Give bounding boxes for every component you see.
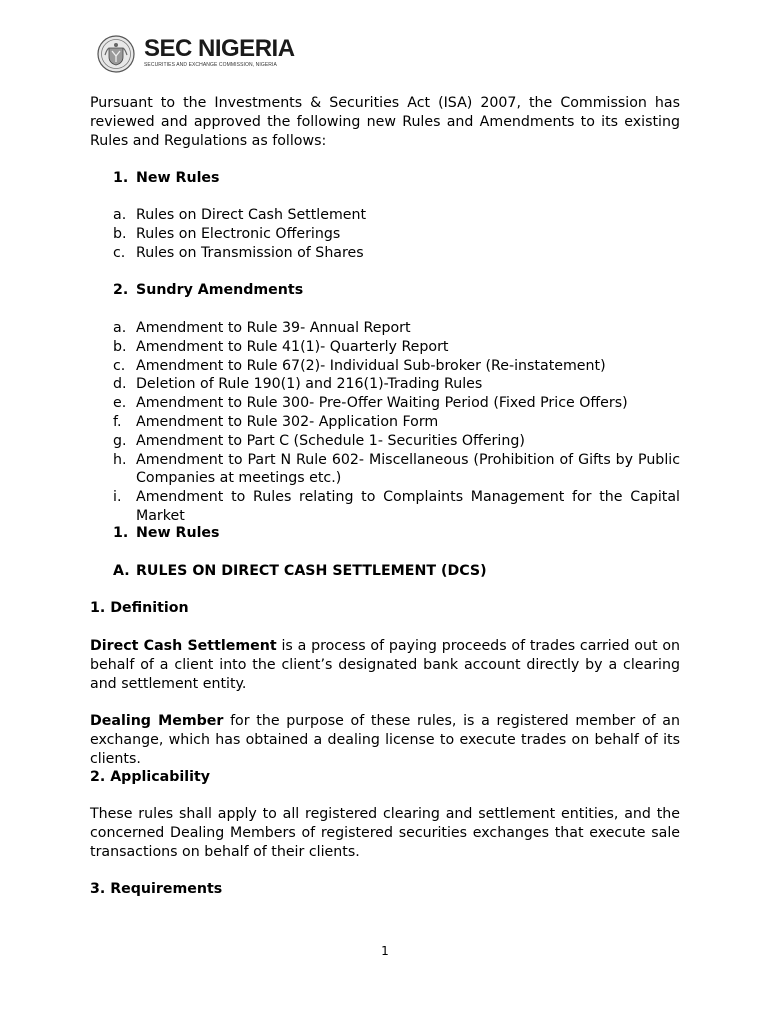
list-item: i. Amendment to Rules relating to Complaints Management for the Capital Market: [113, 489, 680, 524]
list-item: e. Amendment to Rule 300- Pre-Offer Waiting Period (Fixed Price Offers): [113, 395, 628, 412]
list-item: d. Deletion of Rule 190(1) and 216(1)-Trading Rules: [113, 376, 483, 393]
section-heading-new-rules: 1. New Rules: [113, 170, 220, 186]
list-item: g. Amendment to Part C (Schedule 1- Securities Offering): [113, 432, 525, 449]
list-item: a. Rules on Direct Cash Settlement: [113, 207, 367, 223]
heading-applicability: 2. Applicability: [90, 769, 210, 785]
heading-dcs-rules: A. RULES ON DIRECT CASH SETTLEMENT (DCS): [113, 563, 487, 579]
definition-dealing-member-paragraph: Dealing Member for the purpose of these rules, is a registered member of an exchange, which has obtained a dealing license to execute trades on behalf of its clients.: [90, 713, 680, 767]
list-item: b. Rules on Electronic Offerings: [113, 225, 341, 242]
intro-paragraph: Pursuant to the Investments & Securities Act (ISA) 2007, the Commission has reviewed and approved the following new Rules and Amendments to its existing Rules and Regulations as follows:: [90, 95, 680, 149]
heading-requirements: 3. Requirements: [90, 881, 223, 897]
term-direct-cash-settlement: Direct Cash Settlement: [90, 638, 277, 654]
term-dealing-member: Dealing Member: [90, 713, 224, 729]
list-item: h. Amendment to Part N Rule 602- Miscellaneous (Prohibition of Gifts by Public Companies at meetings etc.): [113, 451, 680, 487]
list-item: c. Rules on Transmission of Shares: [113, 244, 364, 261]
list-item: f. Amendment to Rule 302- Application Form: [113, 413, 439, 430]
definition-dcs-paragraph: Direct Cash Settlement is a process of paying proceeds of trades carried out on behalf of a client into the client’s designated bank account directly by a clearing and settlement entity.: [90, 638, 680, 692]
list-item: c. Amendment to Rule 67(2)- Individual Sub-broker (Re-instatement): [113, 357, 606, 374]
coat-of-arms-seal-icon: [97, 35, 135, 73]
page-number: 1: [381, 944, 389, 958]
new-rules-list: [113, 206, 680, 262]
brand-subtitle: SECURITIES AND EXCHANGE COMMISSION, NIGERIA: [144, 62, 277, 68]
list-item: a. Amendment to Rule 39- Annual Report: [113, 320, 411, 336]
heading-new-rules: 1. New Rules: [113, 525, 220, 541]
section-heading-sundry-amendments: 2. Sundry Amendments: [113, 282, 304, 298]
sec-logo: [97, 35, 297, 77]
list-item: b. Amendment to Rule 41(1)- Quarterly Report: [113, 338, 449, 355]
applicability-paragraph: These rules shall apply to all registered clearing and settlement entities, and the concerned Dealing Members of registered securities exchanges that execute sale transactions on behalf of their clients.: [90, 806, 680, 860]
heading-definition: 1. Definition: [90, 600, 189, 616]
brand-name: SEC NIGERIA: [144, 35, 295, 62]
amendments-list: [113, 319, 680, 526]
